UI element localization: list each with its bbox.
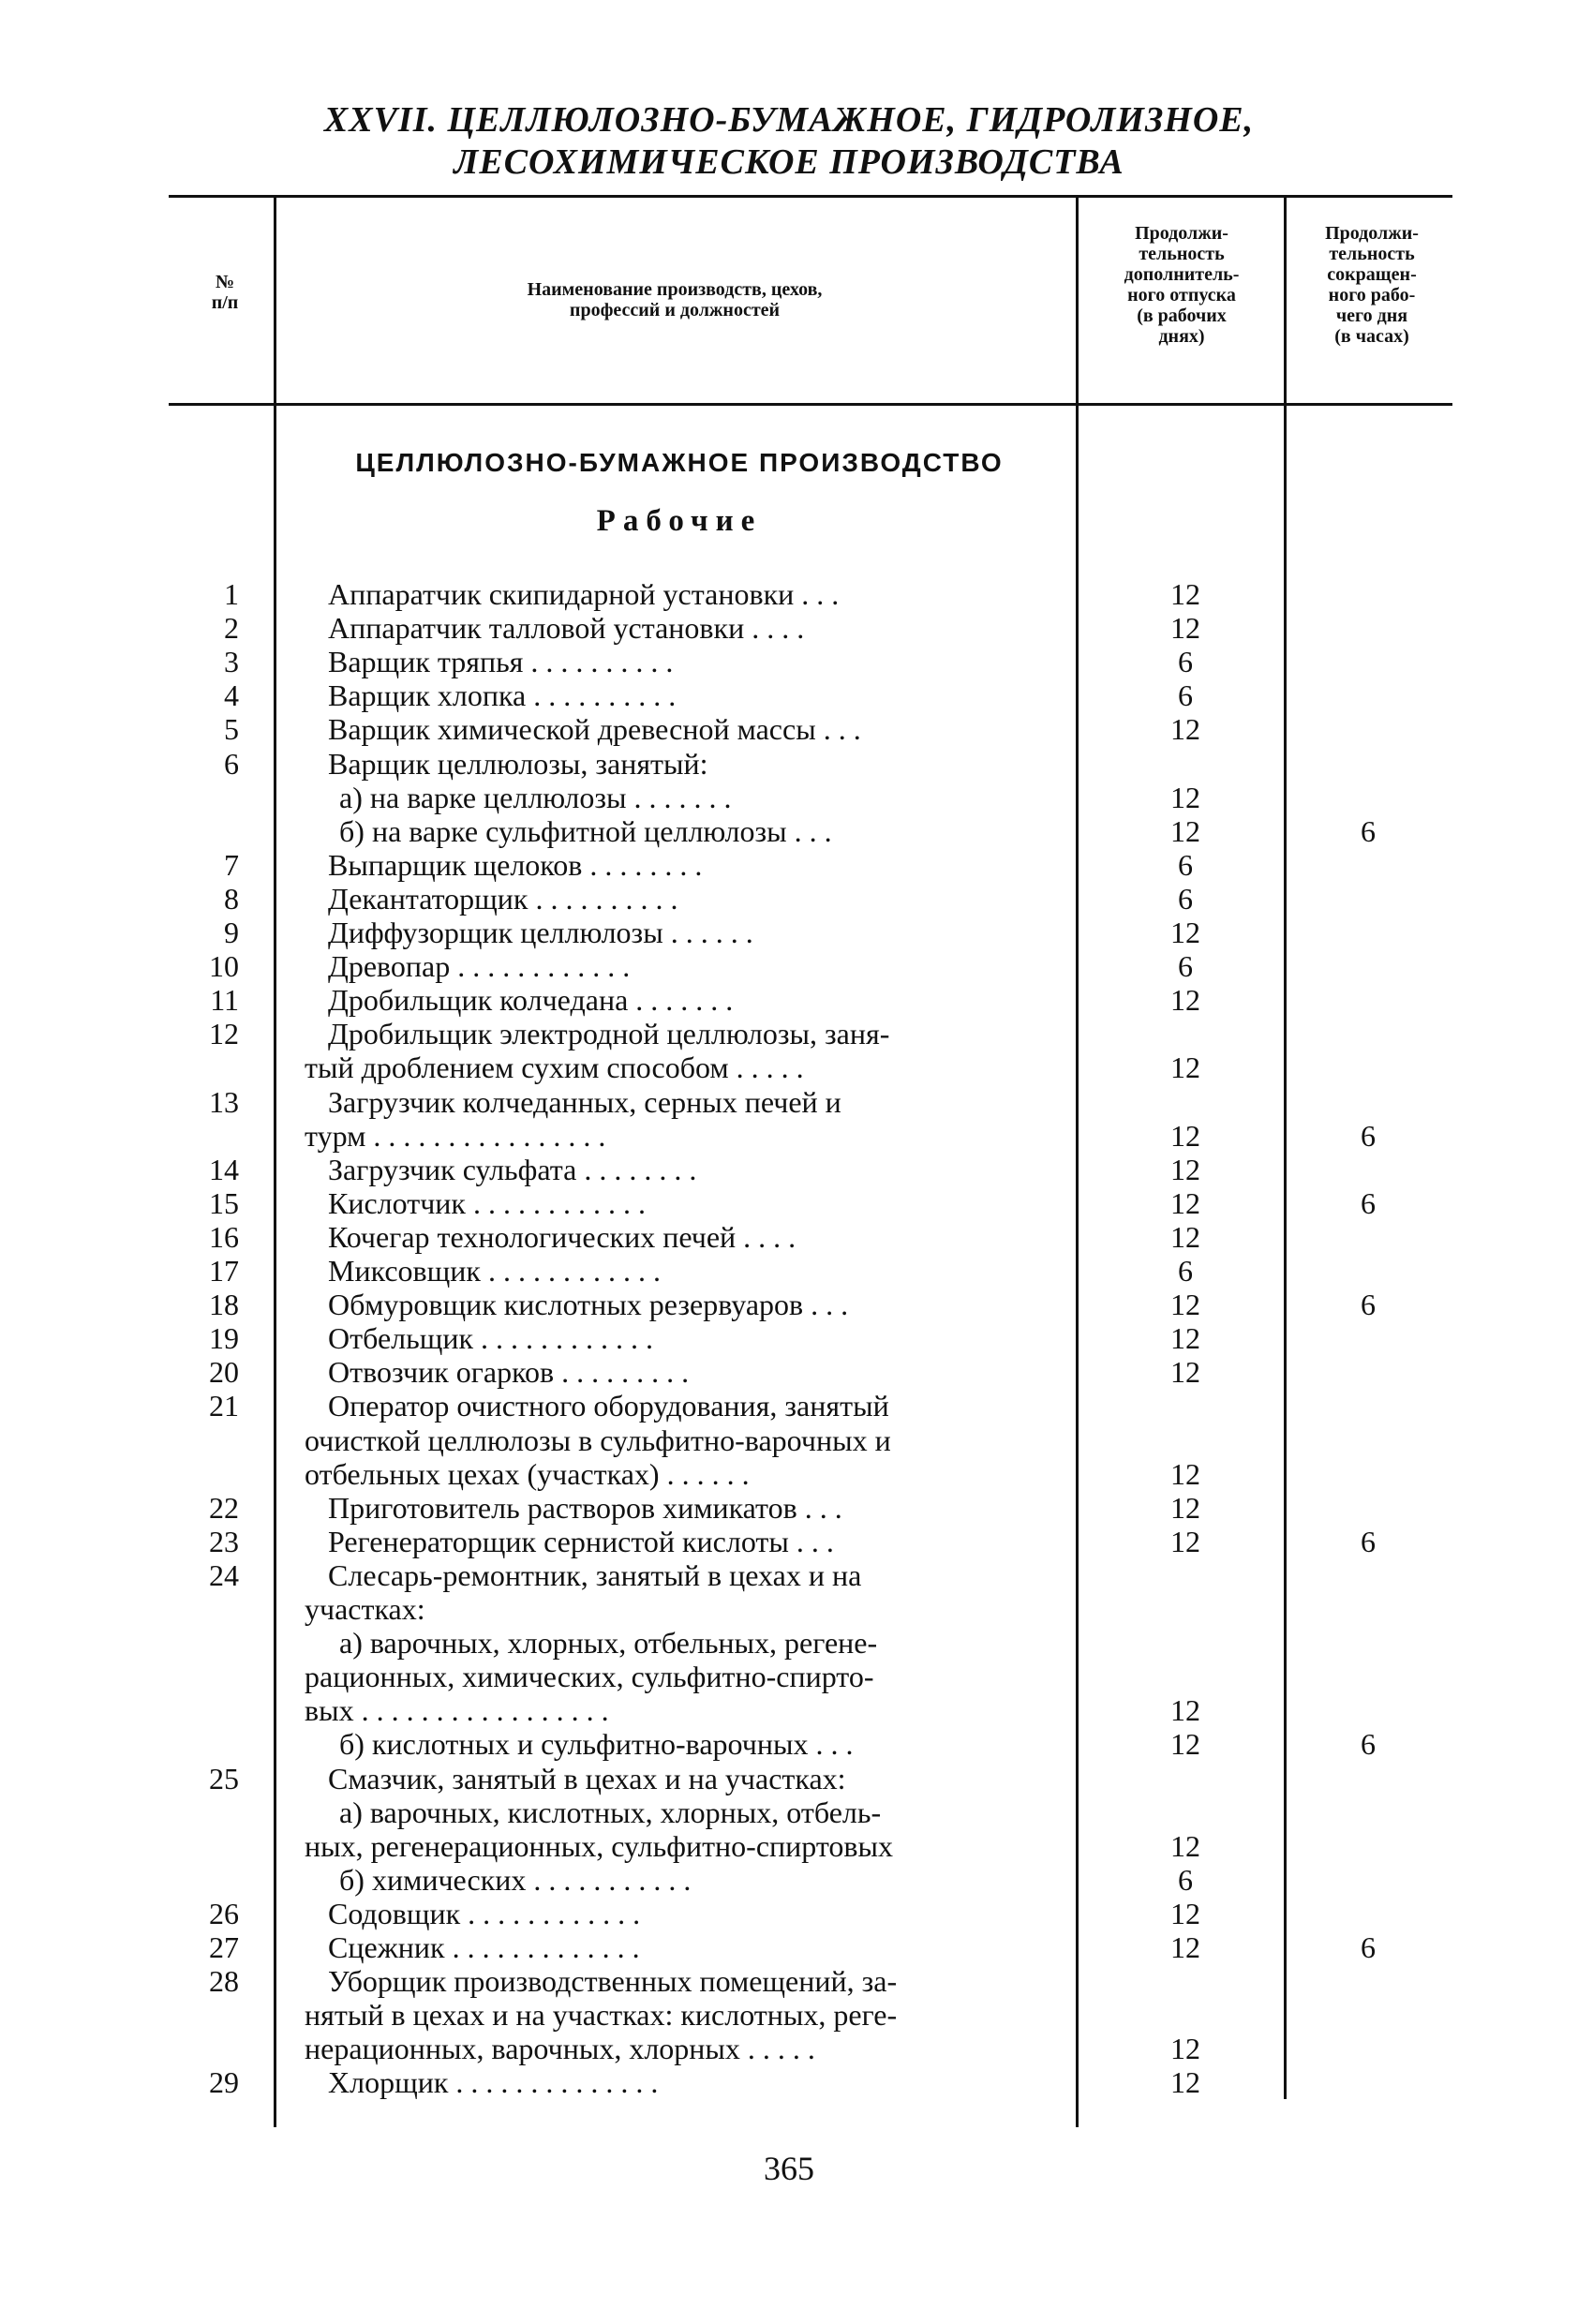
table-row xyxy=(0,645,1578,678)
row-vacation-days: 12 xyxy=(1170,1186,1200,1220)
row-name: а) варочных, хлорных, отбельных, регене- xyxy=(339,1626,878,1660)
row-name: а) варочных, кислотных, хлорных, отбель- xyxy=(339,1795,882,1829)
header-vacation-line: (в рабочих xyxy=(1137,305,1227,326)
row-vacation-days: 12 xyxy=(1170,1897,1200,1930)
header-num-line: п/п xyxy=(211,292,239,313)
row-number: 9 xyxy=(224,916,239,949)
table-row xyxy=(0,1592,1578,1626)
row-name: Выпарщик щелоков . . . . . . . . xyxy=(328,848,703,882)
row-name: Отбельщик . . . . . . . . . . . . xyxy=(328,1321,654,1355)
row-name: Варщик тряпья . . . . . . . . . . xyxy=(328,645,674,678)
table-row xyxy=(0,814,1578,848)
row-number: 7 xyxy=(224,848,239,882)
row-vacation-days: 12 xyxy=(1170,916,1200,949)
header-vacation-line: днях) xyxy=(1158,326,1205,347)
row-name: б) на варке сульфитной целлюлозы . . . xyxy=(339,814,832,848)
table-row xyxy=(0,1119,1578,1153)
row-name: очисткой целлюлозы в сульфитно-варочных и xyxy=(305,1423,891,1457)
row-name: б) кислотных и сульфитно-варочных . . . xyxy=(339,1727,854,1761)
row-name: а) на варке целлюлозы . . . . . . . xyxy=(339,781,732,814)
row-number: 14 xyxy=(209,1153,239,1186)
row-shortened-hours: 6 xyxy=(1361,1119,1376,1153)
row-shortened-hours: 6 xyxy=(1361,1186,1376,1220)
row-vacation-days: 12 xyxy=(1170,1727,1200,1761)
row-number: 10 xyxy=(209,949,239,983)
page-number: 365 xyxy=(764,2150,814,2187)
row-name: Хлорщик . . . . . . . . . . . . . . xyxy=(328,2065,659,2099)
row-number: 17 xyxy=(209,1254,239,1288)
table-row xyxy=(0,781,1578,814)
table-row xyxy=(0,1626,1578,1660)
table-row xyxy=(0,678,1578,712)
table-row xyxy=(0,1355,1578,1389)
row-number: 12 xyxy=(209,1017,239,1050)
table-row xyxy=(0,1795,1578,1829)
row-number: 27 xyxy=(209,1930,239,1964)
row-vacation-days: 12 xyxy=(1170,983,1200,1017)
row-vacation-days: 12 xyxy=(1170,1693,1200,1727)
row-number: 23 xyxy=(209,1525,239,1558)
table-row xyxy=(0,949,1578,983)
table-row xyxy=(0,747,1578,781)
table-row xyxy=(0,1660,1578,1693)
row-number: 24 xyxy=(209,1558,239,1592)
page-title-line-1: XXVII. ЦЕЛЛЮЛОЗНО-БУМАЖНОЕ, ГИДРОЛИЗНОЕ, xyxy=(323,100,1255,140)
row-shortened-hours: 6 xyxy=(1361,1288,1376,1321)
row-number: 19 xyxy=(209,1321,239,1355)
header-vacation xyxy=(1079,223,1284,347)
row-name: нятый в цехах и на участках: кислотных, реге- xyxy=(305,1998,898,2032)
row-name: Приготовитель растворов химикатов . . . xyxy=(328,1491,842,1525)
row-vacation-days: 12 xyxy=(1170,1119,1200,1153)
row-name: участках: xyxy=(305,1592,425,1626)
row-vacation-days: 12 xyxy=(1170,1321,1200,1355)
row-vacation-days: 12 xyxy=(1170,814,1200,848)
row-name: Кочегар технологических печей . . . . xyxy=(328,1220,796,1254)
row-vacation-days: 12 xyxy=(1170,1829,1200,1863)
row-vacation-days: 12 xyxy=(1170,712,1200,746)
row-vacation-days: 12 xyxy=(1170,1930,1200,1964)
table-row xyxy=(0,1727,1578,1761)
row-name: Загрузчик колчеданных, серных печей и xyxy=(328,1085,841,1119)
table-row xyxy=(0,1153,1578,1186)
row-vacation-days: 12 xyxy=(1170,1153,1200,1186)
row-vacation-days: 12 xyxy=(1170,1050,1200,1084)
table-row xyxy=(0,1829,1578,1863)
table-top-border xyxy=(169,195,1452,198)
header-num xyxy=(178,272,272,313)
table-row xyxy=(0,577,1578,611)
table-row xyxy=(0,611,1578,645)
row-vacation-days: 12 xyxy=(1170,2032,1200,2065)
row-vacation-days: 12 xyxy=(1170,1288,1200,1321)
table-row xyxy=(0,1017,1578,1050)
table-row xyxy=(0,2065,1578,2099)
row-number: 3 xyxy=(224,645,239,678)
row-number: 22 xyxy=(209,1491,239,1525)
row-number: 5 xyxy=(224,712,239,746)
table-row xyxy=(0,1897,1578,1930)
row-vacation-days: 12 xyxy=(1170,1355,1200,1389)
header-bottom-border xyxy=(169,403,1452,406)
row-number: 15 xyxy=(209,1186,239,1220)
row-shortened-hours: 6 xyxy=(1361,1930,1376,1964)
table-row xyxy=(0,1863,1578,1897)
header-shortened-line: тельность xyxy=(1329,244,1415,264)
page-title-line-2: ЛЕСОХИМИЧЕСКОЕ ПРОИЗВОДСТВА xyxy=(454,142,1124,182)
row-name: б) химических . . . . . . . . . . . xyxy=(339,1863,692,1897)
row-number: 25 xyxy=(209,1762,239,1795)
row-name: Сцежник . . . . . . . . . . . . . xyxy=(328,1930,640,1964)
table-row xyxy=(0,1525,1578,1558)
table-row xyxy=(0,1389,1578,1423)
table-row xyxy=(0,983,1578,1017)
row-name: Диффузорщик целлюлозы . . . . . . xyxy=(328,916,753,949)
row-name: тый дроблением сухим способом . . . . . xyxy=(305,1050,804,1084)
table-row xyxy=(0,1491,1578,1525)
header-shortened-line: (в часах) xyxy=(1334,326,1409,347)
row-vacation-days: 6 xyxy=(1178,1254,1193,1288)
table-row xyxy=(0,882,1578,916)
table-row xyxy=(0,1321,1578,1355)
row-vacation-days: 12 xyxy=(1170,2065,1200,2099)
row-number: 29 xyxy=(209,2065,239,2099)
table-row xyxy=(0,1186,1578,1220)
row-vacation-days: 6 xyxy=(1178,645,1193,678)
row-vacation-days: 12 xyxy=(1170,1491,1200,1525)
header-shortened-line: Продолжи- xyxy=(1325,223,1419,244)
row-name: Аппаратчик скипидарной установки . . . xyxy=(328,577,840,611)
header-vacation-line: Продолжи- xyxy=(1135,223,1228,244)
row-name: отбельных цехах (участках) . . . . . . xyxy=(305,1457,750,1491)
row-name: Дробильщик электродной целлюлозы, заня- xyxy=(328,1017,890,1050)
row-name: Оператор очистного оборудования, занятый xyxy=(328,1389,889,1423)
row-vacation-days: 12 xyxy=(1170,781,1200,814)
row-number: 11 xyxy=(210,983,239,1017)
row-name: Отвозчик огарков . . . . . . . . . xyxy=(328,1355,690,1389)
table-row xyxy=(0,1558,1578,1592)
table-row xyxy=(0,1998,1578,2032)
table-row xyxy=(0,1457,1578,1491)
table-row xyxy=(0,848,1578,882)
header-name-line: профессий и должностей xyxy=(569,300,781,320)
row-vacation-days: 6 xyxy=(1178,882,1193,916)
row-number: 4 xyxy=(224,678,239,712)
table-row xyxy=(0,916,1578,949)
header-vacation-line: дополнитель- xyxy=(1124,264,1240,285)
row-shortened-hours: 6 xyxy=(1361,1525,1376,1558)
row-vacation-days: 12 xyxy=(1170,1457,1200,1491)
row-vacation-days: 12 xyxy=(1170,1220,1200,1254)
row-name: Регенераторщик сернистой кислоты . . . xyxy=(328,1525,834,1558)
row-number: 26 xyxy=(209,1897,239,1930)
table-row xyxy=(0,1964,1578,1998)
row-number: 18 xyxy=(209,1288,239,1321)
row-number: 6 xyxy=(224,747,239,781)
row-vacation-days: 12 xyxy=(1170,577,1200,611)
header-num-line: № xyxy=(215,272,235,292)
row-vacation-days: 12 xyxy=(1170,1525,1200,1558)
row-name: Смазчик, занятый в цехах и на участках: xyxy=(328,1762,846,1795)
table-row xyxy=(0,1762,1578,1795)
row-number: 20 xyxy=(209,1355,239,1389)
table-row xyxy=(0,1085,1578,1119)
row-vacation-days: 6 xyxy=(1178,678,1193,712)
row-number: 8 xyxy=(224,882,239,916)
row-name: Уборщик производственных помещений, за- xyxy=(328,1964,898,1998)
row-shortened-hours: 6 xyxy=(1361,814,1376,848)
header-name-line: Наименование производств, цехов, xyxy=(527,279,823,300)
row-name: Содовщик . . . . . . . . . . . . xyxy=(328,1897,641,1930)
table-row xyxy=(0,1930,1578,1964)
header-shortened-line: ного рабо- xyxy=(1328,285,1416,305)
row-name: Дробильщик колчедана . . . . . . . xyxy=(328,983,734,1017)
table-row xyxy=(0,1693,1578,1727)
header-vacation-line: ного отпуска xyxy=(1127,285,1236,305)
row-vacation-days: 6 xyxy=(1178,1863,1193,1897)
row-name: Аппаратчик талловой установки . . . . xyxy=(328,611,805,645)
row-name: Слесарь-ремонтник, занятый в цехах и на xyxy=(328,1558,862,1592)
header-shortened-line: сокращен- xyxy=(1327,264,1417,285)
row-vacation-days: 6 xyxy=(1178,949,1193,983)
row-number: 16 xyxy=(209,1220,239,1254)
row-name: турм . . . . . . . . . . . . . . . . xyxy=(305,1119,606,1153)
table-row xyxy=(0,1423,1578,1457)
table-row xyxy=(0,1288,1578,1321)
row-name: Миксовщик . . . . . . . . . . . . xyxy=(328,1254,661,1288)
row-name: Варщик химической древесной массы . . . xyxy=(328,712,861,746)
row-number: 28 xyxy=(209,1964,239,1998)
row-vacation-days: 12 xyxy=(1170,611,1200,645)
table-row xyxy=(0,1254,1578,1288)
table-row xyxy=(0,1050,1578,1084)
header-shortened xyxy=(1288,223,1456,347)
table-row xyxy=(0,2032,1578,2065)
row-name: ных, регенерационных, сульфитно-спиртовых xyxy=(305,1829,894,1863)
header-name xyxy=(281,279,1068,320)
subsection-title: Рабочие xyxy=(596,504,763,538)
section-title: ЦЕЛЛЮЛОЗНО-БУМАЖНОЕ ПРОИЗВОДСТВО xyxy=(355,448,1004,477)
row-name: Варщик целлюлозы, занятый: xyxy=(328,747,708,781)
table-row xyxy=(0,712,1578,746)
row-vacation-days: 6 xyxy=(1178,848,1193,882)
row-name: Древопар . . . . . . . . . . . . xyxy=(328,949,631,983)
row-name: Загрузчик сульфата . . . . . . . . xyxy=(328,1153,697,1186)
row-name: Кислотчик . . . . . . . . . . . . xyxy=(328,1186,646,1220)
row-number: 2 xyxy=(224,611,239,645)
row-name: Декантаторщик . . . . . . . . . . xyxy=(328,882,678,916)
row-shortened-hours: 6 xyxy=(1361,1727,1376,1761)
row-name: Обмуровщик кислотных резервуаров . . . xyxy=(328,1288,849,1321)
row-name: вых . . . . . . . . . . . . . . . . . xyxy=(305,1693,609,1727)
row-number: 13 xyxy=(209,1085,239,1119)
header-vacation-line: тельность xyxy=(1139,244,1225,264)
table-row xyxy=(0,1220,1578,1254)
row-number: 21 xyxy=(209,1389,239,1423)
row-number: 1 xyxy=(224,577,239,611)
row-name: нерационных, варочных, хлорных . . . . . xyxy=(305,2032,815,2065)
row-name: Варщик хлопка . . . . . . . . . . xyxy=(328,678,677,712)
header-shortened-line: чего дня xyxy=(1335,305,1408,326)
row-name: рационных, химических, сульфитно-спирто- xyxy=(305,1660,874,1693)
